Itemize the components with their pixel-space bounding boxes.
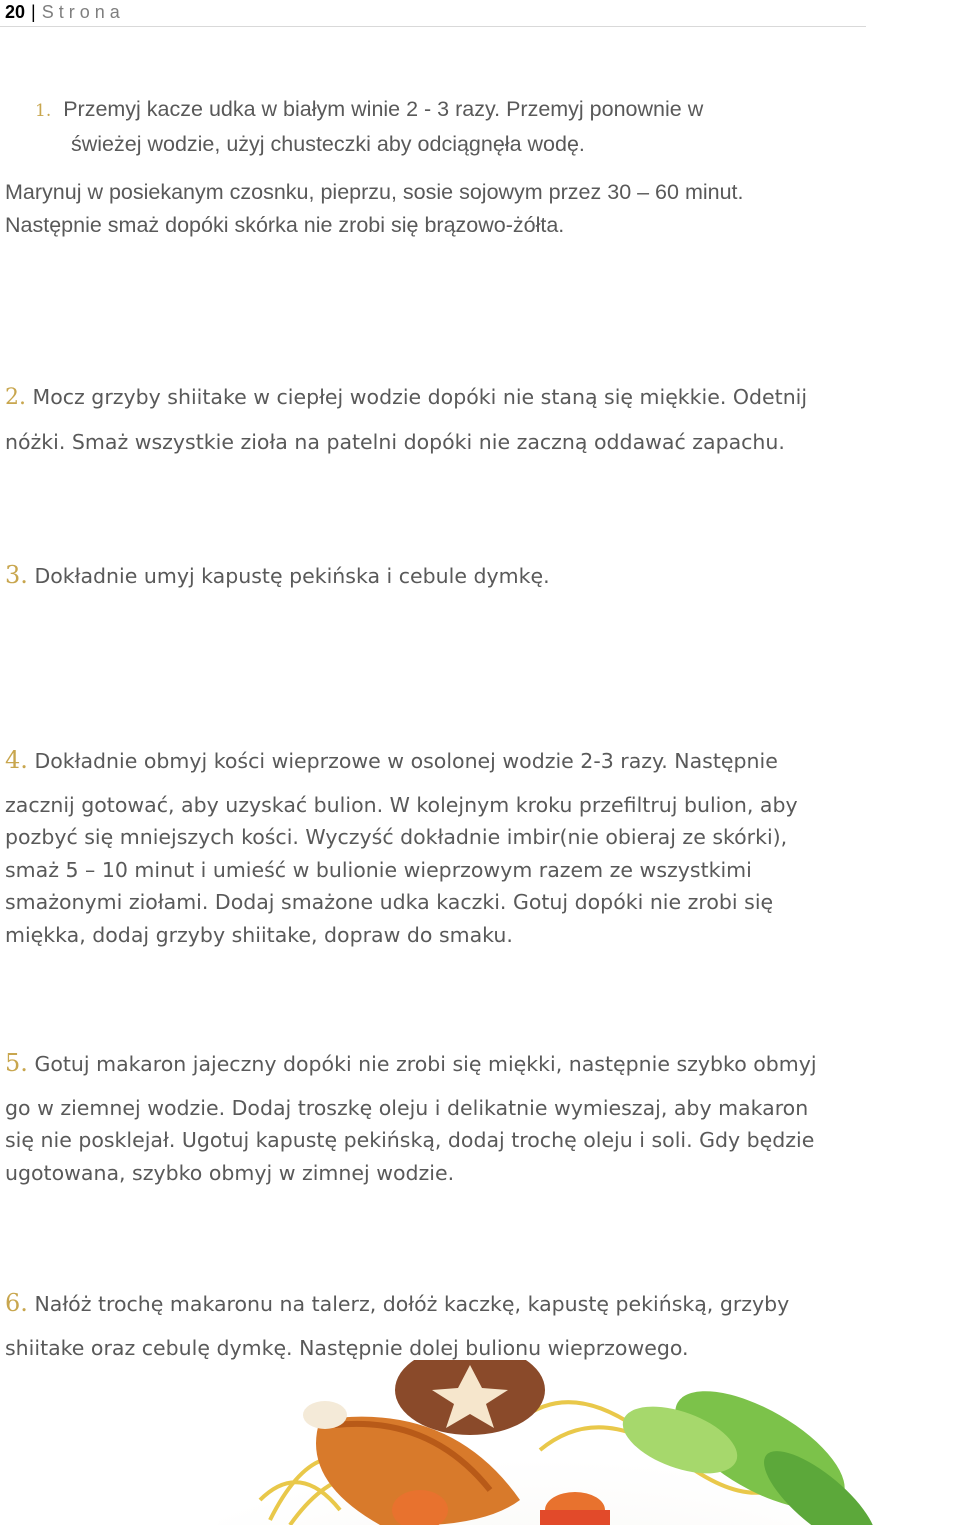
step-1 <box>5 93 744 241</box>
step-1-first-line: Przemyj kacze udka w białym winie 2 - 3 razy. Przemyj ponownie w <box>63 97 704 121</box>
step-5-line: go w ziemnej wodzie. Dodaj troszkę oleju i delikatnie wymieszaj, aby makaron <box>5 1095 809 1120</box>
step-3 <box>5 559 550 593</box>
step-4-first-line: Dokładnie obmyj kości wieprzowe w osolonej wodzie 2-3 razy. Następnie <box>34 749 778 773</box>
step-4-line: smaż 5 – 10 minut i umieść w bulionie wieprzowym razem ze wszystkimi <box>5 857 752 882</box>
step-4-number: 4. <box>5 746 28 774</box>
step-2-number: 2. <box>5 385 26 410</box>
step-6 <box>5 1287 789 1364</box>
step-4-line: pozbyć się mniejszych kości. Wyczyść dokładnie imbir(nie obieraj ze skórki), <box>5 825 788 849</box>
page-number: 20 <box>5 2 26 22</box>
step-4-line: miękka, dodaj grzyby shiitake, dopraw do smaku. <box>5 922 513 947</box>
step-1-spacer <box>5 160 744 176</box>
step-2-first-line: Mocz grzyby shiitake w ciepłej wodzie dopóki nie staną się miękkie. Odetnij <box>32 385 808 409</box>
step-5-first-line: Gotuj makaron jajeczny dopóki nie zrobi się miękki, następnie szybko obmyj <box>34 1052 817 1076</box>
step-1-number: 1. <box>35 101 52 121</box>
step-5-line: się nie posklejał. Ugotuj kapustę pekińską, dodaj trochę oleju i soli. Gdy będzie <box>5 1128 815 1152</box>
noodle-soup-photo <box>120 1360 960 1525</box>
step-4-line: smażonymi ziołami. Dodaj smażone udka kaczki. Gotuj dopóki nie zrobi się <box>5 890 774 914</box>
noodle-soup-illustration <box>120 1360 960 1525</box>
step-5-line: ugotowana, szybko obmyj w zimnej wodzie. <box>5 1160 455 1185</box>
step-5-number: 5. <box>5 1049 28 1077</box>
tomato <box>540 1510 610 1525</box>
step-3-first-line: Dokładnie umyj kapustę pekińska i cebule dymkę. <box>34 564 550 588</box>
step-4-line: zacznij gotować, aby uzyskać bulion. W kolejnym kroku przefiltruj bulion, aby <box>5 792 798 817</box>
step-4 <box>5 744 798 951</box>
step-2 <box>5 381 807 458</box>
header-separator: | <box>31 2 36 22</box>
step-1-line: Następnie smaż dopóki skórka nie zrobi się brązowo-żółta. <box>5 212 565 237</box>
step-1-line: Marynuj w posiekanym czosnku, pieprzu, sosie sojowym przez 30 – 60 minut. <box>5 180 744 204</box>
step-6-line: shiitake oraz cebulę dymkę. Następnie dolej bulionu wieprzowego. <box>5 1335 689 1360</box>
step-6-first-line: Nałóż trochę makaronu na talerz, dołóż kaczkę, kapustę pekińską, grzyby <box>34 1292 790 1316</box>
step-5 <box>5 1047 817 1189</box>
step-3-number: 3. <box>5 561 28 589</box>
step-1-line: świeżej wodzie, użyj chusteczki aby odciągnęła wodę. <box>71 131 585 156</box>
header-label: Strona <box>41 2 125 22</box>
step-6-number: 6. <box>5 1289 28 1317</box>
step-2-line: nóżki. Smaż wszystkie zioła na patelni dopóki nie zaczną oddawać zapachu. <box>5 429 785 454</box>
page-header <box>0 0 866 27</box>
